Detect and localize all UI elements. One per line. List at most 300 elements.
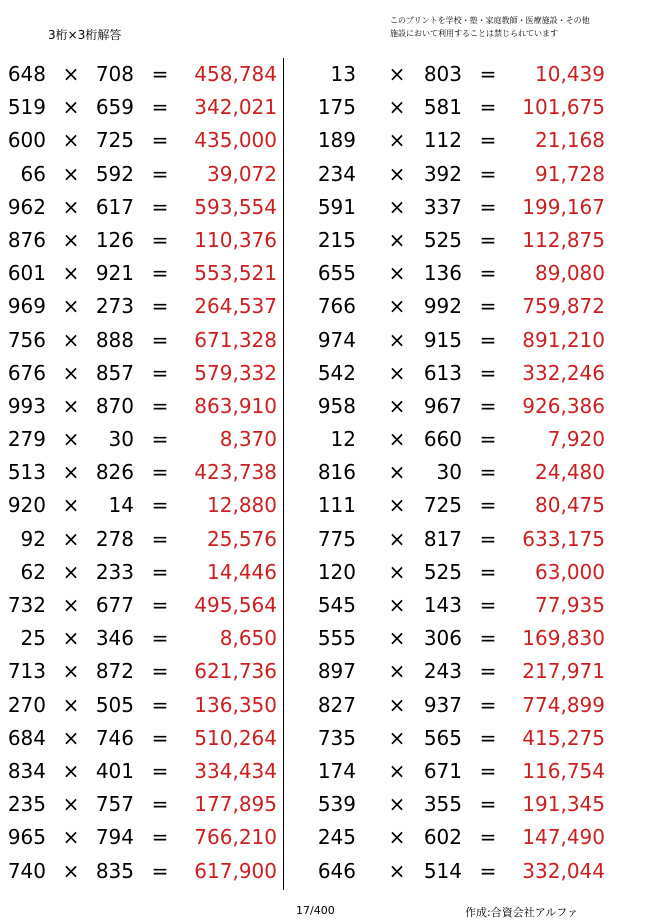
multiplicand: 601 — [7, 261, 46, 286]
multiplicand: 756 — [7, 327, 46, 352]
problem-row — [0, 456, 282, 489]
equals-sign: = — [479, 460, 497, 485]
times-sign: × — [62, 62, 80, 86]
times-sign: × — [62, 758, 80, 783]
equals-sign: = — [151, 194, 169, 219]
times-sign: × — [62, 427, 80, 452]
answer: 112,875 — [522, 227, 605, 252]
problem-row — [0, 91, 282, 124]
equals-sign: = — [151, 393, 169, 418]
multiplicand: 174 — [317, 758, 356, 783]
equals-sign: = — [151, 725, 169, 750]
times-sign: × — [388, 62, 406, 86]
multiplier: 278 — [95, 526, 134, 551]
answer: 332,246 — [522, 360, 605, 385]
times-sign: × — [62, 261, 80, 286]
equals-sign: = — [479, 128, 497, 153]
multiplicand: 648 — [7, 62, 46, 86]
equals-sign: = — [479, 294, 497, 319]
answer: 169,830 — [522, 626, 605, 651]
times-sign: × — [388, 460, 406, 485]
multiplier: 355 — [423, 792, 462, 817]
multiplicand: 189 — [317, 128, 356, 153]
multiplicand: 766 — [317, 294, 356, 319]
multiplicand: 235 — [7, 792, 46, 817]
equals-sign: = — [479, 261, 497, 286]
multiplier: 243 — [423, 659, 462, 684]
answer: 510,264 — [194, 725, 277, 750]
problem-row — [290, 58, 608, 91]
multiplicand: 600 — [7, 128, 46, 153]
multiplier: 660 — [423, 427, 462, 452]
answer: 264,537 — [194, 294, 277, 319]
multiplicand: 993 — [7, 393, 46, 418]
multiplier: 525 — [423, 227, 462, 252]
problem-row — [0, 689, 282, 722]
times-sign: × — [62, 327, 80, 352]
page-number: 17/400 — [296, 904, 335, 917]
problem-row — [290, 257, 608, 290]
times-sign: × — [62, 725, 80, 750]
problem-row — [290, 290, 608, 323]
multiplicand: 713 — [7, 659, 46, 684]
multiplier: 659 — [95, 95, 134, 120]
answer: 759,872 — [522, 294, 605, 319]
problem-row — [0, 191, 282, 224]
multiplier: 613 — [423, 360, 462, 385]
equals-sign: = — [151, 825, 169, 850]
equals-sign: = — [479, 659, 497, 684]
times-sign: × — [388, 194, 406, 219]
answer: 14,446 — [207, 559, 277, 584]
multiplier: 401 — [95, 758, 134, 783]
equals-sign: = — [151, 659, 169, 684]
times-sign: × — [388, 327, 406, 352]
problem-row — [0, 357, 282, 390]
problem-row — [0, 589, 282, 622]
answer: 342,021 — [194, 95, 277, 120]
answer: 91,728 — [535, 161, 605, 186]
problem-row — [290, 324, 608, 357]
equals-sign: = — [151, 427, 169, 452]
equals-sign: = — [479, 593, 497, 617]
problem-row — [290, 191, 608, 224]
equals-sign: = — [151, 626, 169, 651]
usage-notice — [390, 14, 640, 40]
multiplier: 725 — [423, 493, 462, 518]
multiplicand: 775 — [317, 526, 356, 551]
answer: 458,784 — [194, 62, 277, 86]
equals-sign: = — [479, 327, 497, 352]
problem-row — [290, 622, 608, 655]
times-sign: × — [62, 559, 80, 584]
equals-sign: = — [479, 792, 497, 817]
problem-row — [0, 58, 282, 91]
problem-row — [0, 489, 282, 522]
answer: 774,899 — [522, 692, 605, 717]
multiplicand: 13 — [330, 62, 356, 86]
times-sign: × — [388, 725, 406, 750]
multiplicand: 542 — [317, 360, 356, 385]
multiplicand: 245 — [317, 825, 356, 850]
answer: 415,275 — [522, 725, 605, 750]
times-sign: × — [388, 692, 406, 717]
times-sign: × — [388, 393, 406, 418]
answer: 63,000 — [535, 559, 605, 584]
equals-sign: = — [479, 62, 497, 86]
times-sign: × — [388, 526, 406, 551]
answer: 8,650 — [219, 626, 277, 651]
answer: 25,576 — [207, 526, 277, 551]
multiplicand: 655 — [317, 261, 356, 286]
multiplier: 273 — [95, 294, 134, 319]
multiplier: 581 — [423, 95, 462, 120]
problem-row — [290, 821, 608, 854]
problem-row — [0, 390, 282, 423]
multiplier: 30 — [108, 427, 134, 452]
multiplicand: 545 — [317, 593, 356, 617]
multiplicand: 215 — [317, 227, 356, 252]
answer: 191,345 — [522, 792, 605, 817]
equals-sign: = — [479, 427, 497, 452]
answer: 332,044 — [522, 858, 605, 883]
problem-row — [290, 124, 608, 157]
multiplicand: 827 — [317, 692, 356, 717]
problem-row — [290, 423, 608, 456]
multiplicand: 965 — [7, 825, 46, 850]
problem-row — [290, 855, 608, 888]
multiplicand: 234 — [317, 161, 356, 186]
answer: 334,434 — [194, 758, 277, 783]
multiplier: 725 — [95, 128, 134, 153]
answer: 136,350 — [194, 692, 277, 717]
multiplicand: 25 — [20, 626, 46, 651]
multiplicand: 962 — [7, 194, 46, 219]
equals-sign: = — [151, 62, 169, 86]
answer: 217,971 — [522, 659, 605, 684]
multiplier: 921 — [95, 261, 134, 286]
equals-sign: = — [151, 95, 169, 120]
equals-sign: = — [151, 792, 169, 817]
answer: 617,900 — [194, 858, 277, 883]
multiplier: 677 — [95, 593, 134, 617]
equals-sign: = — [479, 559, 497, 584]
multiplier: 671 — [423, 758, 462, 783]
multiplier: 803 — [423, 62, 462, 86]
multiplier: 617 — [95, 194, 134, 219]
problem-row — [0, 855, 282, 888]
times-sign: × — [62, 227, 80, 252]
times-sign: × — [62, 659, 80, 684]
times-sign: × — [62, 593, 80, 617]
multiplier: 346 — [95, 626, 134, 651]
times-sign: × — [62, 526, 80, 551]
multiplier: 817 — [423, 526, 462, 551]
answer: 21,168 — [535, 128, 605, 153]
answer: 766,210 — [194, 825, 277, 850]
times-sign: × — [62, 792, 80, 817]
multiplicand: 969 — [7, 294, 46, 319]
problem-row — [0, 423, 282, 456]
times-sign: × — [62, 460, 80, 485]
answer: 495,564 — [194, 593, 277, 617]
problem-row — [0, 124, 282, 157]
answer: 89,080 — [535, 261, 605, 286]
times-sign: × — [388, 493, 406, 518]
equals-sign: = — [151, 261, 169, 286]
equals-sign: = — [151, 593, 169, 617]
times-sign: × — [388, 95, 406, 120]
multiplier: 937 — [423, 692, 462, 717]
multiplicand: 539 — [317, 792, 356, 817]
problem-row — [0, 257, 282, 290]
multiplicand: 646 — [317, 858, 356, 883]
answer: 435,000 — [194, 128, 277, 153]
multiplier: 826 — [95, 460, 134, 485]
answer: 891,210 — [522, 327, 605, 352]
answer: 863,910 — [194, 393, 277, 418]
times-sign: × — [388, 626, 406, 651]
equals-sign: = — [151, 758, 169, 783]
times-sign: × — [388, 792, 406, 817]
answer: 101,675 — [522, 95, 605, 120]
times-sign: × — [388, 858, 406, 883]
equals-sign: = — [479, 360, 497, 385]
multiplier: 112 — [423, 128, 462, 153]
multiplicand: 519 — [7, 95, 46, 120]
multiplier: 30 — [436, 460, 462, 485]
answer: 423,738 — [194, 460, 277, 485]
equals-sign: = — [151, 360, 169, 385]
problem-column-right — [290, 58, 608, 888]
problem-row — [290, 456, 608, 489]
page-title: 3桁×3桁解答 — [48, 28, 122, 42]
multiplier: 143 — [423, 593, 462, 617]
answer: 10,439 — [535, 62, 605, 86]
equals-sign: = — [151, 692, 169, 717]
answer: 8,370 — [219, 427, 277, 452]
answer: 926,386 — [522, 393, 605, 418]
multiplicand: 62 — [20, 559, 46, 584]
equals-sign: = — [479, 393, 497, 418]
problem-row — [0, 821, 282, 854]
equals-sign: = — [151, 526, 169, 551]
multiplicand: 12 — [330, 427, 356, 452]
equals-sign: = — [151, 294, 169, 319]
answer: 633,175 — [522, 526, 605, 551]
multiplier: 136 — [423, 261, 462, 286]
times-sign: × — [388, 128, 406, 153]
problem-row — [290, 722, 608, 755]
answer: 621,736 — [194, 659, 277, 684]
multiplier: 306 — [423, 626, 462, 651]
times-sign: × — [388, 593, 406, 617]
problem-row — [0, 224, 282, 257]
problem-row — [290, 390, 608, 423]
multiplier: 872 — [95, 659, 134, 684]
answer: 110,376 — [194, 227, 277, 252]
multiplier: 126 — [95, 227, 134, 252]
equals-sign: = — [479, 692, 497, 717]
author-credit: 作成:合資会社アルファ — [465, 906, 579, 919]
problem-row — [290, 158, 608, 191]
column-divider — [283, 58, 284, 890]
problem-row — [290, 556, 608, 589]
equals-sign: = — [479, 858, 497, 883]
equals-sign: = — [479, 626, 497, 651]
equals-sign: = — [479, 493, 497, 518]
problem-row — [290, 788, 608, 821]
multiplier: 602 — [423, 825, 462, 850]
answer: 579,332 — [194, 360, 277, 385]
multiplier: 514 — [423, 858, 462, 883]
problem-row — [0, 722, 282, 755]
multiplier: 392 — [423, 161, 462, 186]
times-sign: × — [62, 128, 80, 153]
times-sign: × — [62, 858, 80, 883]
equals-sign: = — [151, 327, 169, 352]
answer: 7,920 — [547, 427, 605, 452]
problem-row — [0, 556, 282, 589]
multiplicand: 175 — [317, 95, 356, 120]
multiplier: 505 — [95, 692, 134, 717]
times-sign: × — [62, 493, 80, 518]
multiplicand: 876 — [7, 227, 46, 252]
multiplicand: 735 — [317, 725, 356, 750]
multiplicand: 816 — [317, 460, 356, 485]
multiplier: 14 — [108, 493, 134, 518]
multiplier: 992 — [423, 294, 462, 319]
multiplicand: 555 — [317, 626, 356, 651]
answer: 671,328 — [194, 327, 277, 352]
multiplicand: 279 — [7, 427, 46, 452]
problem-row — [290, 523, 608, 556]
multiplier: 967 — [423, 393, 462, 418]
times-sign: × — [62, 825, 80, 850]
times-sign: × — [62, 95, 80, 120]
answer: 177,895 — [194, 792, 277, 817]
multiplier: 835 — [95, 858, 134, 883]
problem-row — [0, 788, 282, 821]
multiplier: 794 — [95, 825, 134, 850]
problem-row — [0, 158, 282, 191]
problem-row — [290, 755, 608, 788]
equals-sign: = — [479, 194, 497, 219]
equals-sign: = — [151, 493, 169, 518]
answer: 80,475 — [535, 493, 605, 518]
equals-sign: = — [151, 161, 169, 186]
multiplier: 888 — [95, 327, 134, 352]
multiplicand: 270 — [7, 692, 46, 717]
problem-row — [0, 523, 282, 556]
times-sign: × — [62, 692, 80, 717]
times-sign: × — [388, 360, 406, 385]
equals-sign: = — [479, 758, 497, 783]
times-sign: × — [62, 393, 80, 418]
multiplicand: 897 — [317, 659, 356, 684]
multiplier: 708 — [95, 62, 134, 86]
problem-row — [0, 755, 282, 788]
answer: 77,935 — [535, 593, 605, 617]
equals-sign: = — [479, 161, 497, 186]
answer: 147,490 — [522, 825, 605, 850]
problem-row — [290, 689, 608, 722]
times-sign: × — [62, 294, 80, 319]
answer: 24,480 — [535, 460, 605, 485]
problem-row — [0, 290, 282, 323]
problem-row — [290, 489, 608, 522]
multiplicand: 66 — [20, 161, 46, 186]
times-sign: × — [388, 261, 406, 286]
equals-sign: = — [479, 825, 497, 850]
problem-column-left — [0, 58, 282, 888]
multiplier: 565 — [423, 725, 462, 750]
usage-notice-line-2: 施設において利用することは禁じられています — [390, 29, 558, 38]
equals-sign: = — [479, 95, 497, 120]
multiplicand: 684 — [7, 725, 46, 750]
times-sign: × — [388, 659, 406, 684]
answer: 553,521 — [194, 261, 277, 286]
multiplicand: 740 — [7, 858, 46, 883]
multiplicand: 920 — [7, 493, 46, 518]
multiplier: 757 — [95, 792, 134, 817]
equals-sign: = — [479, 227, 497, 252]
multiplicand: 111 — [317, 493, 356, 518]
multiplier: 870 — [95, 393, 134, 418]
problem-row — [0, 622, 282, 655]
multiplier: 233 — [95, 559, 134, 584]
multiplicand: 732 — [7, 593, 46, 617]
multiplier: 525 — [423, 559, 462, 584]
multiplier: 857 — [95, 360, 134, 385]
problem-row — [290, 357, 608, 390]
times-sign: × — [62, 360, 80, 385]
times-sign: × — [388, 227, 406, 252]
multiplier: 915 — [423, 327, 462, 352]
times-sign: × — [388, 758, 406, 783]
equals-sign: = — [479, 526, 497, 551]
multiplicand: 974 — [317, 327, 356, 352]
multiplicand: 513 — [7, 460, 46, 485]
answer: 12,880 — [207, 493, 277, 518]
multiplicand: 591 — [317, 194, 356, 219]
equals-sign: = — [151, 559, 169, 584]
problem-row — [290, 589, 608, 622]
times-sign: × — [388, 161, 406, 186]
multiplier: 592 — [95, 161, 134, 186]
answer: 116,754 — [522, 758, 605, 783]
answer: 199,167 — [522, 194, 605, 219]
multiplicand: 120 — [317, 559, 356, 584]
equals-sign: = — [151, 227, 169, 252]
multiplicand: 834 — [7, 758, 46, 783]
equals-sign: = — [151, 858, 169, 883]
times-sign: × — [62, 161, 80, 186]
equals-sign: = — [151, 460, 169, 485]
problem-row — [0, 324, 282, 357]
times-sign: × — [388, 825, 406, 850]
problem-row — [290, 91, 608, 124]
multiplicand: 958 — [317, 393, 356, 418]
times-sign: × — [388, 294, 406, 319]
equals-sign: = — [479, 725, 497, 750]
times-sign: × — [62, 194, 80, 219]
times-sign: × — [388, 559, 406, 584]
answer: 39,072 — [207, 161, 277, 186]
times-sign: × — [388, 427, 406, 452]
equals-sign: = — [151, 128, 169, 153]
multiplier: 746 — [95, 725, 134, 750]
